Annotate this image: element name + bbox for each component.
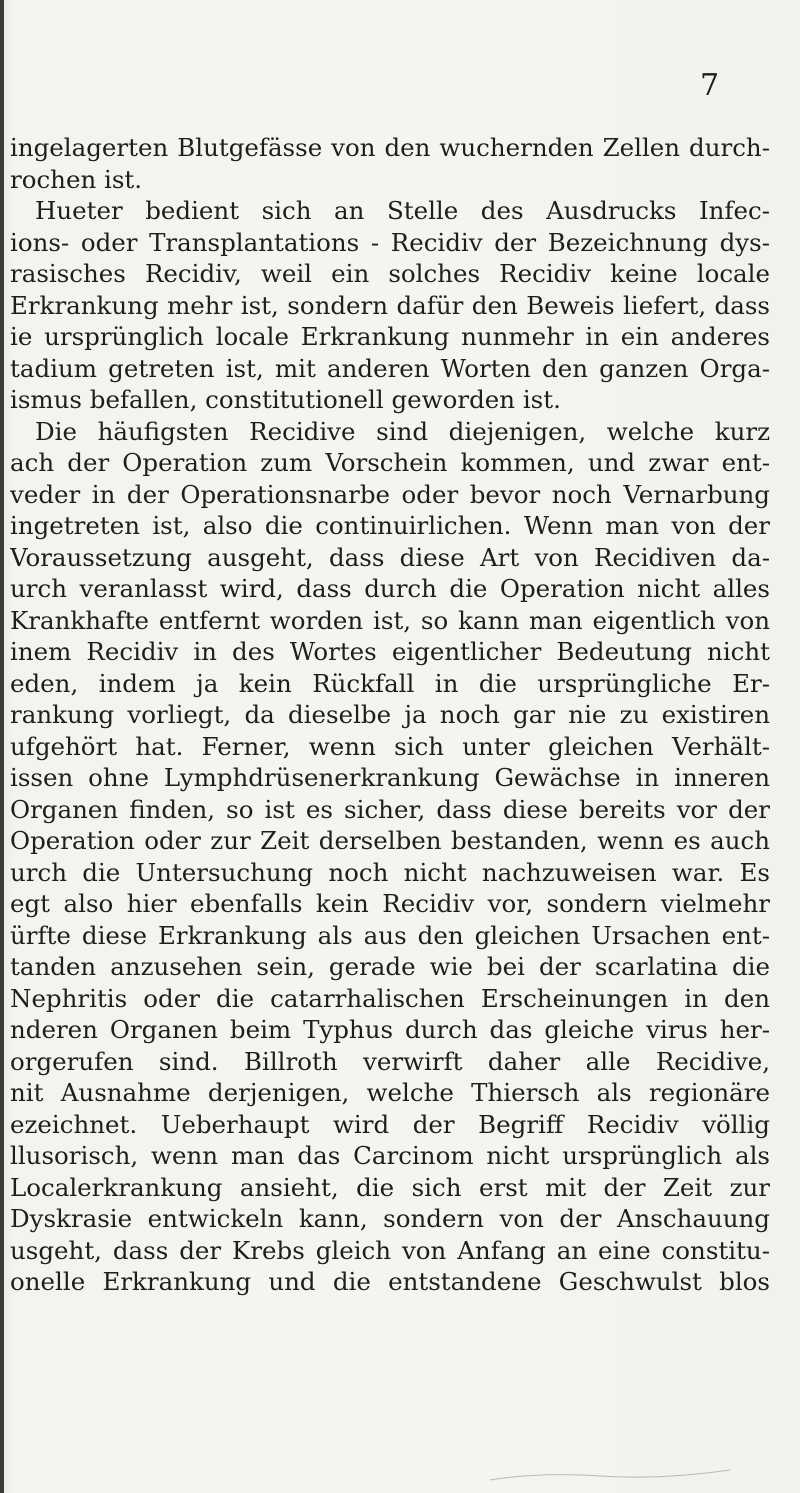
text-line: Hueter bedient sich an Stelle des Ausdrucks Infec- (35, 196, 770, 225)
text-line: rankung vorliegt, da dieselbe ja noch gar nie zu existiren (10, 700, 770, 729)
text-line: Voraussetzung ausgeht, dass diese Art von Recidiven da- (10, 542, 770, 572)
text-line: orgerufen sind. Billroth verwirft daher alle Recidive, (10, 1046, 770, 1076)
text-line: urch die Untersuchung noch nicht nachzuweisen war. Es (10, 857, 770, 887)
text-line: ürfte diese Erkrankung als aus den gleichen Ursachen ent- (10, 920, 770, 950)
text-line: Die häufigsten Recidive sind diejenigen, welche kurz (35, 416, 770, 446)
text-line: Dyskrasie entwickeln kann, sondern von der Anschauung (10, 1204, 770, 1233)
text-line: tadium getreten ist, mit anderen Worten den ganzen Orga- (10, 353, 770, 383)
text-line: ufgehört hat. Ferner, wenn sich unter gleichen Verhält- (10, 731, 770, 761)
text-line: ingetreten ist, also die continuirlichen. Wenn man von der (10, 511, 770, 540)
text-line: egt also hier ebenfalls kein Recidiv vor, sondern vielmehr (10, 889, 770, 918)
text-line: ingelagerten Blutgefässe von den wuchernden Zellen durch- (10, 133, 770, 162)
text-line: nderen Organen beim Typhus durch das gleiche virus her- (10, 1015, 770, 1044)
page-number: 7 (700, 68, 720, 103)
text-line: Localerkrankung ansieht, die sich erst mit der Zeit zur (10, 1172, 770, 1202)
text-line: tanden anzusehen sein, gerade wie bei der scarlatina die (10, 952, 770, 981)
text-line: veder in der Operationsnarbe oder bevor noch Vernarbung (10, 479, 770, 509)
body-text (10, 132, 770, 1298)
text-line: inem Recidiv in des Wortes eigentlicher Bedeutung nicht (10, 637, 770, 666)
text-line: eden, indem ja kein Rückfall in die ursprüngliche Er- (10, 668, 770, 698)
text-line: Nephritis oder die catarrhalischen Erscheinungen in den (10, 983, 770, 1013)
text-line: issen ohne Lymphdrüsenerkrankung Gewächse in inneren (10, 763, 770, 792)
text-line: urch veranlasst wird, dass durch die Operation nicht alles (10, 574, 770, 603)
text-line: Krankhafte entfernt worden ist, so kann man eigentlich von (10, 605, 770, 635)
text-line: ezeichnet. Ueberhaupt wird der Begriff Recidiv völlig (10, 1109, 770, 1139)
text-line: ismus befallen, constitutionell geworden ist. (10, 385, 561, 414)
text-line: Erkrankung mehr ist, sondern dafür den Beweis liefert, dass (10, 290, 770, 320)
text-line: Organen finden, so ist es sicher, dass diese bereits vor der (10, 794, 770, 824)
text-line: llusorisch, wenn man das Carcinom nicht ursprünglich als (10, 1141, 770, 1170)
text-line: ions- oder Transplantations - Recidiv der Bezeichnung dys- (10, 227, 770, 257)
text-line: nit Ausnahme derjenigen, welche Thiersch als regionäre (10, 1078, 770, 1107)
text-line: ach der Operation zum Vorschein kommen, und zwar ent- (10, 448, 770, 477)
text-line: ie ursprünglich locale Erkrankung nunmehr in ein anderes (10, 322, 770, 351)
page-binding-edge (0, 0, 4, 1493)
text-line: Operation oder zur Zeit derselben bestanden, wenn es auch (10, 826, 770, 855)
signature-mark (480, 1466, 740, 1486)
text-line: rochen ist. (10, 164, 143, 194)
text-line: onelle Erkrankung und die entstandene Geschwulst blos (10, 1267, 770, 1296)
text-line: usgeht, dass der Krebs gleich von Anfang an eine constitu- (10, 1235, 770, 1265)
text-line: rasisches Recidiv, weil ein solches Recidiv keine locale (10, 259, 770, 288)
